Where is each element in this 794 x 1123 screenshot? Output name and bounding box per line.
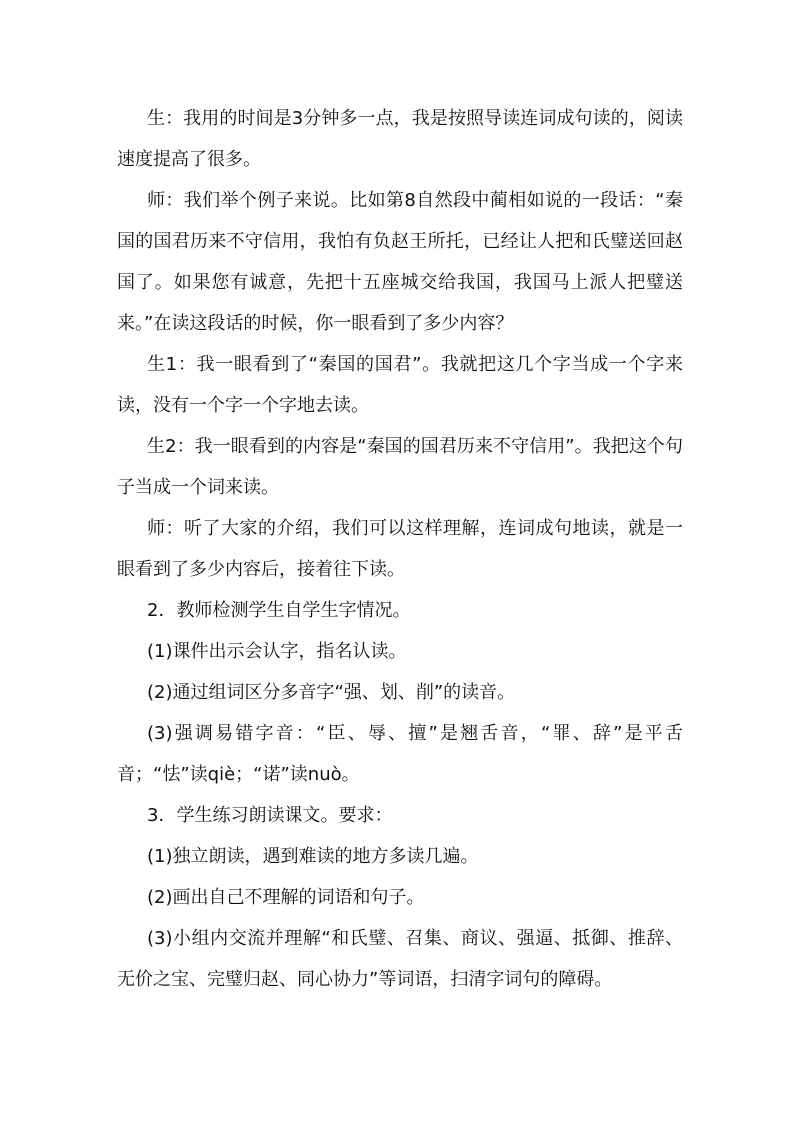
paragraph-student-1: 生1：我一眼看到了“秦国的国君”。我就把这几个字当成一个字来读，没有一个字一个字地去读。 [117, 354, 683, 416]
paragraph-student-2: 生2：我一眼看到的内容是“秦国的国君历来不守信用”。我把这个句子当成一个词来读。 [117, 436, 683, 498]
paragraph-teacher-example: 师：我们举个例子来说。比如第8自然段中蔺相如说的一段话：“秦国的国君历来不守信用，我怕有负赵王所托，已经让人把和氏璧送回赵国了。如果您有诚意，先把十五座城交给我国，我国马上派人把璧送来。”在读这段话的时候，你一眼看到了多少内容？ [117, 190, 683, 334]
list-item-mark-words: (2)画出自己不理解的词语和句子。 [147, 887, 425, 908]
section-heading-reading-practice: 3．学生练习朗读课文。要求： [147, 805, 393, 826]
document-body [117, 98, 683, 1000]
list-item-courseware: (1)课件出示会认字，指名认读。 [147, 641, 407, 662]
list-item-group-discussion: (3)小组内交流并理解“和氏璧、召集、商议、强逼、抵御、推辞、无价之宝、完璧归赵、同心协力”等词语，扫清字词句的障碍。 [117, 928, 683, 990]
section-heading-check-characters: 2．教师检测学生自学生字情况。 [147, 600, 411, 621]
paragraph-student-reading-time: 生：我用的时间是3分钟多一点，我是按照导读连词成句读的，阅读速度提高了很多。 [117, 108, 683, 170]
list-item-independent-reading: (1)独立朗读，遇到难读的地方多读几遍。 [147, 846, 479, 867]
list-item-pronunciation: (3)强调易错字音：“臣、辱、擅”是翘舌音，“罪、辞”是平舌音；“怯”读qiè；“诺”读nuò。 [117, 723, 683, 785]
paragraph-teacher-summary: 师：听了大家的介绍，我们可以这样理解，连词成句地读，就是一眼看到了多少内容后，接着往下读。 [117, 518, 683, 580]
list-item-polyphonic: (2)通过组词区分多音字“强、划、削”的读音。 [147, 682, 516, 703]
